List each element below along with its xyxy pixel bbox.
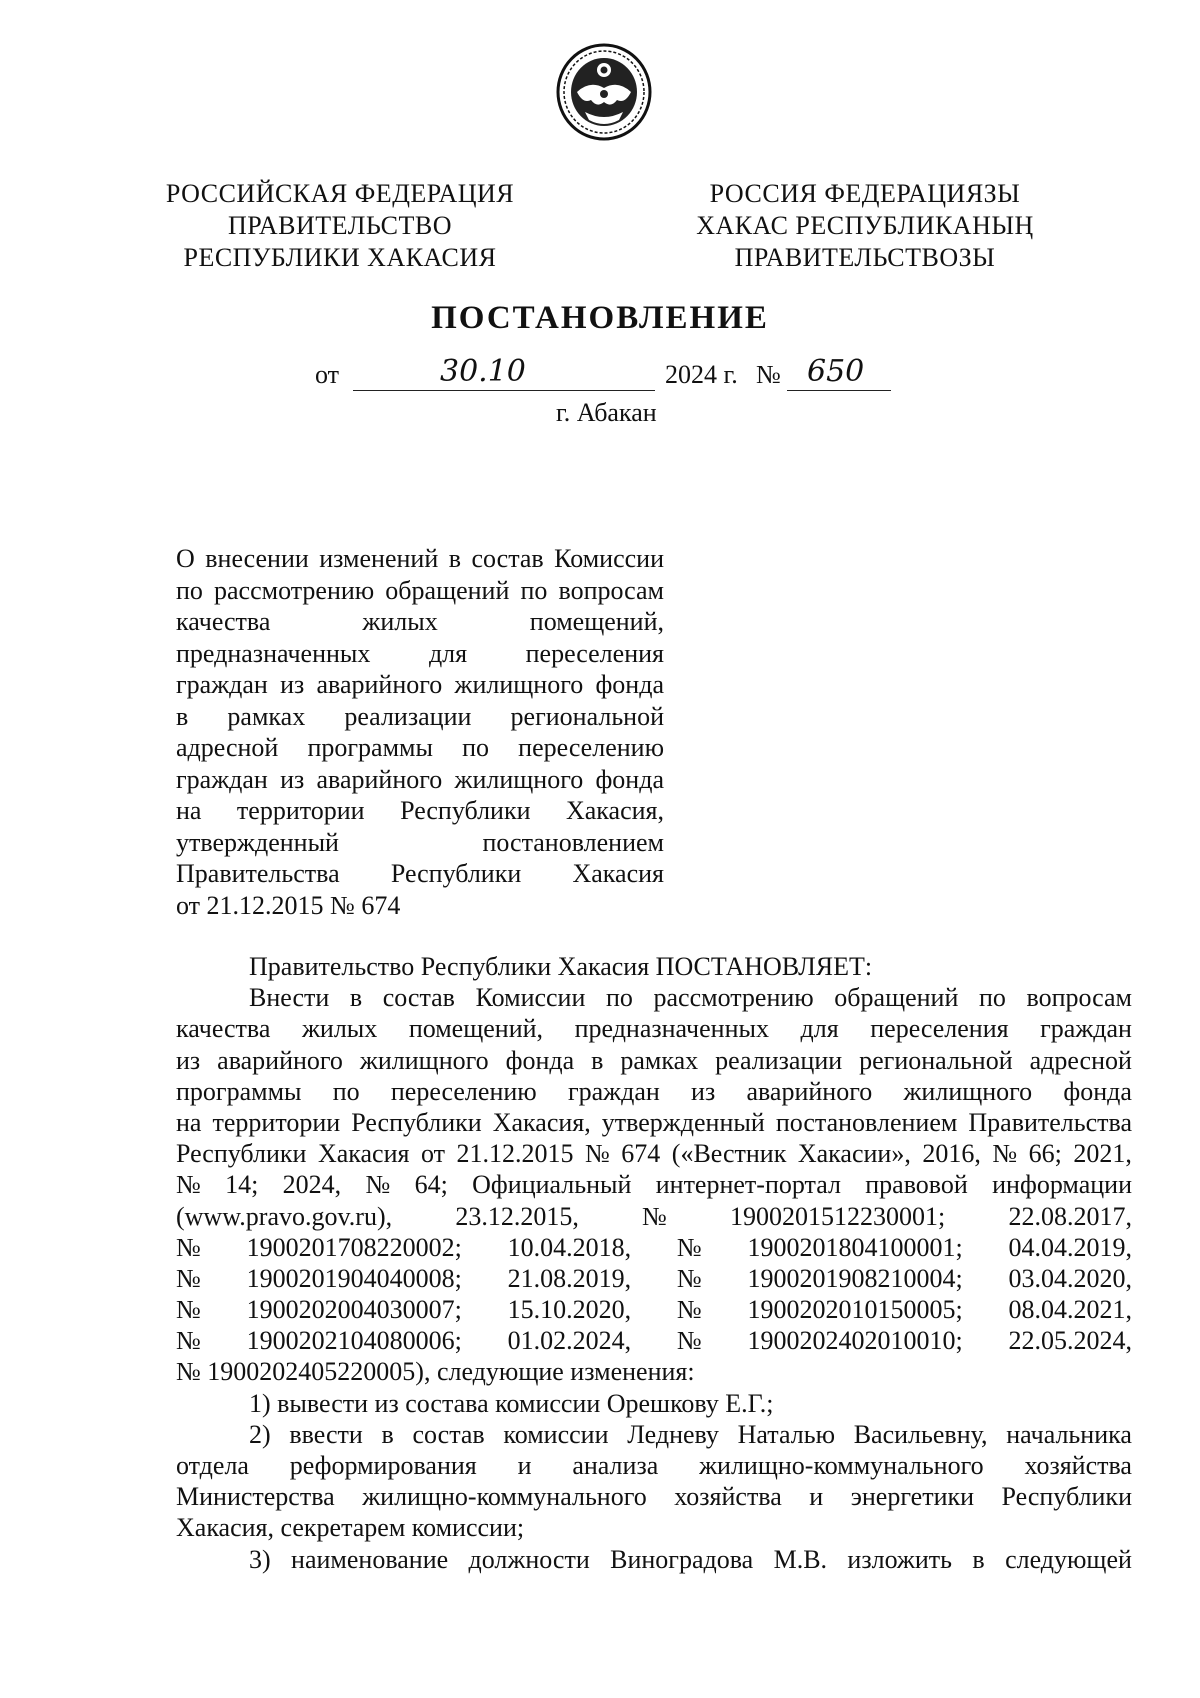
word: в <box>349 983 363 1013</box>
word: фонда <box>1063 1076 1132 1106</box>
word: на <box>176 1107 202 1137</box>
word: помещений, <box>408 1014 544 1044</box>
word: 14; <box>225 1170 259 1200</box>
word: наименование <box>291 1544 449 1574</box>
word: энергетики <box>850 1482 975 1512</box>
ref-cell: 10.04.2018, <box>507 1232 632 1262</box>
subject-line: О внесении изменений в состав Комиссии <box>176 544 664 573</box>
word: Хакасия <box>317 1139 410 1169</box>
ref-cell: 15.10.2020, <box>507 1295 632 1325</box>
refs-line <box>176 1294 1132 1325</box>
number-label: № <box>756 360 781 389</box>
word: 2) <box>249 1419 271 1449</box>
coat-of-arms-emblem <box>555 42 653 142</box>
subject-line: в рамках реализации региональной <box>176 701 664 731</box>
ref-cell: 1900201512230001; <box>730 1201 946 1231</box>
header-right-line: ХАКАС РЕСПУБЛИКАНЫҢ <box>696 211 1034 240</box>
word: граждан <box>567 1076 660 1106</box>
date-year: 2024 г. <box>665 360 738 389</box>
para-line <box>176 1013 1132 1044</box>
word: утвержденный <box>601 1107 765 1137</box>
para-line <box>176 1076 1132 1107</box>
word: состав <box>412 1419 485 1449</box>
ref-cell: № <box>176 1263 201 1293</box>
ref-cell: 23.12.2015, <box>455 1201 579 1231</box>
word: хозяйства <box>1024 1451 1132 1480</box>
word: в <box>591 1045 604 1075</box>
ref-cell: 01.02.2024, <box>507 1326 632 1356</box>
number-handwritten: 650 <box>807 354 865 389</box>
header-left-line: РЕСПУБЛИКИ ХАКАСИЯ <box>183 243 497 272</box>
word: 2016, <box>922 1139 981 1169</box>
word: реализации <box>715 1045 843 1075</box>
word: для <box>800 1014 839 1044</box>
date-from-label: от <box>315 360 340 389</box>
header-right-block <box>685 178 1045 274</box>
ref-cell: № <box>676 1326 702 1356</box>
document-body <box>176 951 1132 1575</box>
header-left-line: ПРАВИТЕЛЬСТВО <box>228 211 452 240</box>
ref-cell: № <box>676 1295 702 1325</box>
item-3 <box>176 1544 1132 1575</box>
subject-line: от 21.12.2015 № 674 <box>176 890 401 920</box>
word: Хакасии», <box>797 1139 911 1169</box>
preamble: Правительство Республики Хакасия ПОСТАНОВЛЯЕТ: <box>249 952 873 981</box>
item-2-line <box>176 1450 1132 1481</box>
ref-cell: 1900201908210004; <box>747 1263 963 1293</box>
subject-line: на территории Республики Хакасия, <box>176 796 664 825</box>
word: граждан <box>1040 1014 1132 1044</box>
ref-cell: № <box>676 1232 702 1262</box>
subject-block <box>176 543 664 921</box>
word: Васильевну, <box>853 1419 988 1449</box>
ref-cell: 21.08.2019, <box>507 1263 632 1293</box>
subject-line: утвержденный постановлением <box>176 827 664 857</box>
item-2-line <box>176 1481 1132 1512</box>
header-left-block <box>160 178 520 274</box>
word: региональной <box>859 1045 1013 1075</box>
word: по <box>332 1076 360 1106</box>
ref-cell: 1900202010150005; <box>747 1295 963 1325</box>
word: вопросам <box>1026 983 1132 1013</box>
word: переселению <box>390 1076 537 1106</box>
word: интернет-портал <box>655 1170 841 1200</box>
word: изложить <box>847 1544 953 1574</box>
ref-cell: № <box>176 1232 201 1262</box>
word: постановлением <box>775 1107 958 1137</box>
header-right-line: РОССИЯ ФЕДЕРАЦИЯЗЫ <box>709 179 1021 208</box>
word: следующей <box>1005 1544 1132 1574</box>
word: из <box>176 1045 201 1075</box>
header-left-line: РОССИЙСКАЯ ФЕДЕРАЦИЯ <box>165 179 515 208</box>
word: по <box>978 983 1006 1013</box>
word: 2021, <box>1073 1139 1132 1169</box>
ref-cell: № <box>642 1201 667 1231</box>
refs-line <box>176 1263 1132 1294</box>
word: Республики <box>1001 1482 1132 1512</box>
ref-cell: 1900202402010010; <box>747 1326 963 1356</box>
word: Правительства <box>968 1107 1132 1137</box>
ref-cell: № <box>176 1295 201 1325</box>
ref-cell: 1900201708220002; <box>246 1232 462 1262</box>
para-line <box>176 1169 1132 1200</box>
ref-cell: 22.05.2024, <box>1008 1326 1132 1356</box>
ref-cell: 1900202004030007; <box>246 1295 462 1325</box>
word: Республики <box>176 1139 307 1169</box>
document-title: ПОСТАНОВЛЕНИЕ <box>431 300 769 336</box>
word: Внести <box>249 983 330 1013</box>
refs-line <box>176 1201 1132 1232</box>
word: («Вестник <box>671 1139 787 1169</box>
word: анализа <box>572 1451 659 1480</box>
number-underline <box>787 390 891 391</box>
ref-cell: № <box>176 1326 201 1356</box>
word: по <box>605 983 633 1013</box>
refs-line <box>176 1232 1132 1263</box>
word: № <box>176 1170 201 1200</box>
word: начальника <box>1006 1419 1132 1449</box>
word: 3) <box>249 1544 271 1574</box>
subject-line: адресной программы по переселению <box>176 733 664 762</box>
word: Ледневу <box>627 1419 719 1449</box>
ref-cell: 1900201804100001; <box>747 1232 963 1262</box>
subject-line: по рассмотрению обращений по вопросам <box>176 575 664 605</box>
header-right-line: ПРАВИТЕЛЬСТВОЗЫ <box>734 243 996 272</box>
word: № <box>992 1139 1018 1169</box>
ref-cell: 1900202104080006; <box>246 1326 462 1356</box>
word: аварийного <box>746 1076 873 1106</box>
subject-line: граждан из аварийного жилищного фонда <box>176 670 664 699</box>
ref-cell: 22.08.2017, <box>1008 1201 1132 1231</box>
word: в <box>972 1544 985 1574</box>
word: жилищного <box>903 1076 1033 1106</box>
word: из <box>691 1076 716 1106</box>
date-handwritten: 30.10 <box>440 354 526 389</box>
para-line <box>176 982 1132 1013</box>
word: состав <box>382 983 455 1013</box>
word: жилищно-коммунального <box>362 1482 647 1512</box>
word: жилищного <box>359 1045 489 1075</box>
word: должности <box>468 1544 590 1574</box>
ref-cell: № <box>676 1263 702 1293</box>
word: 674 <box>621 1139 661 1169</box>
word: аварийного <box>217 1045 343 1075</box>
word: комиссии <box>503 1419 609 1449</box>
word: Официальный <box>472 1170 632 1200</box>
word: территории <box>212 1107 341 1137</box>
item-2-line <box>176 1419 1132 1450</box>
word: предназначенных <box>574 1014 769 1044</box>
ref-cell: 08.04.2021, <box>1008 1295 1132 1325</box>
word: информации <box>992 1170 1132 1200</box>
para-line <box>176 1045 1132 1076</box>
word: адресной <box>1029 1045 1132 1075</box>
word: хозяйства <box>674 1482 782 1512</box>
word: жилищно-коммунального <box>699 1451 984 1480</box>
refs-end: № 1900202405220005), следующие изменения: <box>176 1357 695 1387</box>
city-label: г. Абакан <box>556 398 657 427</box>
word: и <box>809 1482 824 1512</box>
word: Виноградова <box>610 1544 754 1574</box>
word: от <box>420 1139 445 1169</box>
word: Наталью <box>737 1419 835 1449</box>
subject-line: предназначенных для переселения <box>176 638 664 668</box>
word: фонда <box>505 1045 575 1075</box>
subject-line: качества жилых помещений, <box>176 607 664 636</box>
word: № <box>584 1139 610 1169</box>
item-1: 1) вывести из состава комиссии Орешкову Е.Г.; <box>249 1388 774 1418</box>
word: рассмотрению <box>653 983 814 1013</box>
word: отдела <box>176 1451 249 1480</box>
word: переселения <box>870 1014 1009 1044</box>
word: Комиссии <box>475 983 586 1013</box>
word: реформирования <box>289 1451 477 1480</box>
word: 2024, <box>282 1170 342 1200</box>
word: качества <box>176 1014 271 1044</box>
word: № <box>365 1170 391 1200</box>
word: правовой <box>865 1170 968 1200</box>
word: Министерства <box>176 1482 335 1512</box>
ref-cell: 1900201904040008; <box>246 1263 462 1293</box>
word: в <box>381 1419 394 1449</box>
refs-line <box>176 1325 1132 1356</box>
subject-line: Правительства Республики Хакасия <box>176 859 664 888</box>
word: программы <box>176 1076 302 1106</box>
ref-cell: 03.04.2020, <box>1008 1263 1132 1293</box>
word: 64; <box>414 1170 448 1200</box>
word: 66; <box>1028 1139 1062 1169</box>
word: Республики <box>351 1107 482 1137</box>
word: М.В. <box>773 1544 828 1574</box>
para-line <box>176 1107 1132 1138</box>
word: жилых <box>301 1014 378 1044</box>
word: и <box>517 1451 532 1480</box>
word: ввести <box>289 1419 363 1449</box>
para-line <box>176 1138 1132 1169</box>
subject-line: граждан из аварийного жилищного фонда <box>176 764 664 794</box>
word: обращений <box>834 983 959 1013</box>
word: Хакасия, <box>492 1107 591 1137</box>
word: рамках <box>620 1045 699 1075</box>
word: 21.12.2015 <box>456 1139 574 1169</box>
ref-cell: 04.04.2019, <box>1008 1232 1132 1262</box>
date-underline <box>353 390 655 391</box>
item-2-line: Хакасия, секретарем комиссии; <box>176 1513 525 1543</box>
ref-cell: (www.pravo.gov.ru), <box>176 1201 393 1231</box>
